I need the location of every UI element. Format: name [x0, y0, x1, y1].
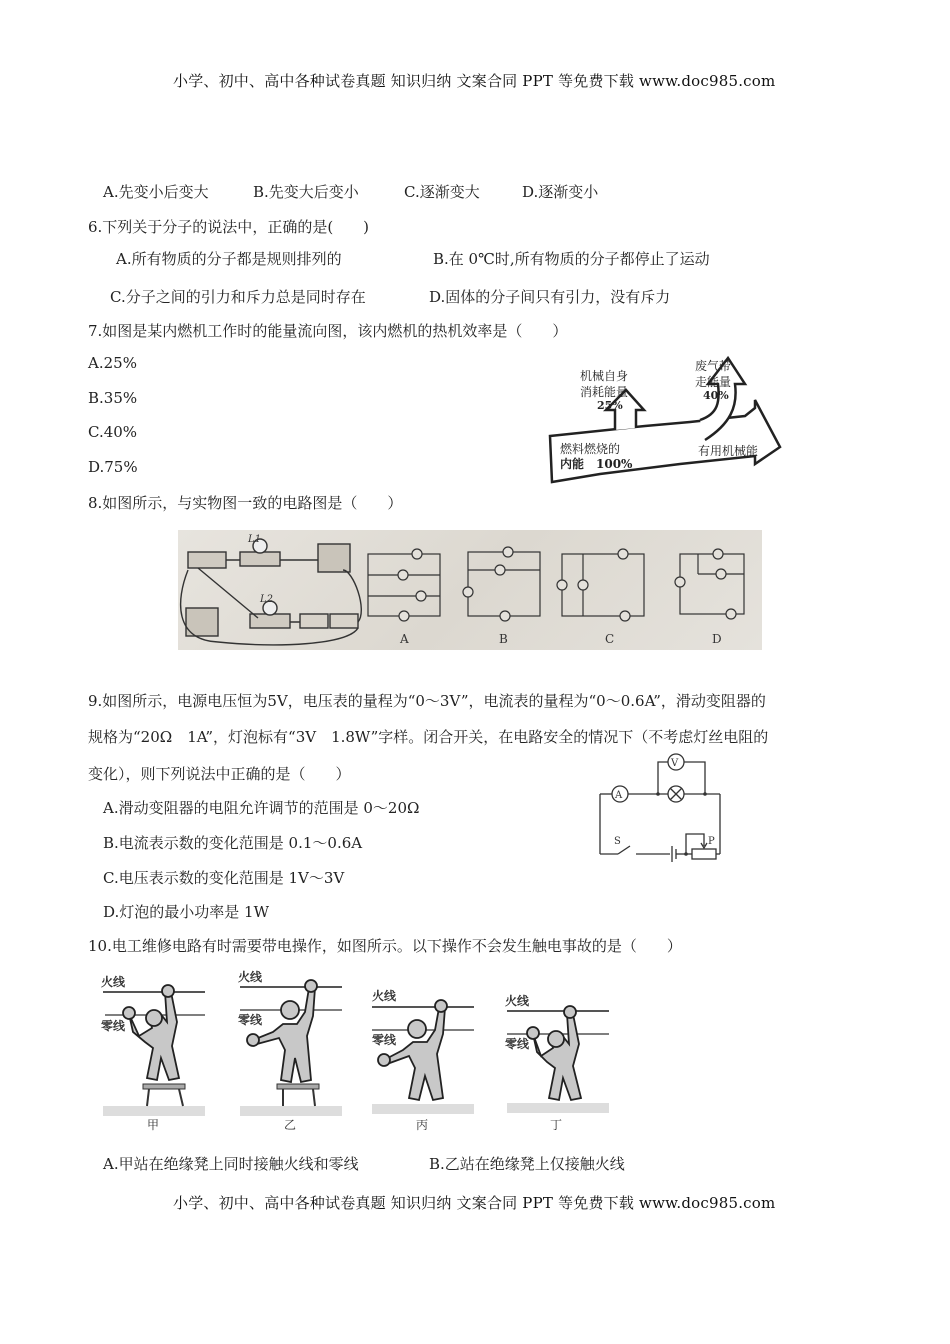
- q9-option-b: B.电流表示数的变化范围是 0.1～0.6A: [103, 834, 363, 852]
- q5-option-b: B.先变大后变小: [253, 183, 359, 201]
- q5-option-d: D.逐渐变小: [522, 183, 599, 201]
- q7-option-c: C.40%: [88, 423, 138, 441]
- output-label: 有用机械能: [698, 444, 759, 458]
- caption-bing: 丙: [416, 1118, 429, 1132]
- caption-yi: 乙: [284, 1118, 297, 1132]
- circuit-photo-figure: [178, 530, 762, 650]
- q9-option-a: A.滑动变阻器的电阻允许调节的范围是 0～20Ω: [103, 799, 420, 817]
- q9-stem-line3: 变化），则下列说法中正确的是（ ）: [88, 765, 351, 783]
- ding-neutral-label: 零线: [505, 1037, 530, 1051]
- page-header: 小学、初中、高中各种试卷真题 知识归纳 文案合同 PPT 等免费下载 www.doc985.com: [173, 72, 776, 90]
- caption-ding: 丁: [550, 1118, 563, 1132]
- q6-stem: 6.下列关于分子的说法中，正确的是( ): [88, 218, 370, 236]
- q7-option-b: B.35%: [88, 389, 138, 407]
- switch-label: S: [614, 836, 621, 847]
- q5-option-c: C.逐渐变大: [404, 183, 480, 201]
- loss2-value: 40%: [703, 389, 729, 402]
- slider-label: P: [708, 836, 715, 847]
- q8-stem: 8.如图所示，与实物图一致的电路图是（ ）: [88, 494, 403, 512]
- loss1-value: 25%: [597, 399, 623, 412]
- voltmeter-symbol-label: V: [671, 758, 679, 769]
- bing-neutral-label: 零线: [372, 1033, 397, 1047]
- caption-jia: 甲: [147, 1118, 160, 1132]
- circuit-a-label: A: [400, 632, 409, 646]
- q9-option-d: D.灯泡的最小功率是 1W: [103, 903, 269, 921]
- q9-stem-line1: 9.如图所示，电源电压恒为5V，电压表的量程为“0～3V”，电流表的量程为“0～0.6A”，滑动变阻器的: [88, 692, 766, 710]
- yi-neutral-label: 零线: [238, 1013, 263, 1027]
- q7-option-a: A.25%: [88, 354, 137, 372]
- input-label-line2: 内能 100%: [560, 457, 633, 471]
- circuit-b-label: B: [499, 632, 508, 646]
- ammeter-symbol-label: A: [615, 790, 623, 801]
- q10-option-b: B.乙站在绝缘凳上仅接触火线: [429, 1155, 625, 1173]
- q9-option-c: C.电压表示数的变化范围是 1V～3V: [103, 869, 345, 887]
- loss1-label-line2: 消耗能量: [580, 385, 629, 399]
- photo-lamp-l1-label: L1: [248, 534, 262, 545]
- page-footer: 小学、初中、高中各种试卷真题 知识归纳 文案合同 PPT 等免费下载 www.doc985.com: [173, 1194, 776, 1212]
- electrician-figure: [97, 966, 687, 1136]
- bing-live-label: 火线: [372, 989, 397, 1003]
- q6-option-a: A.所有物质的分子都是规则排列的: [116, 250, 342, 268]
- circuit-d-label: D: [712, 632, 722, 646]
- q9-stem-line2: 规格为“20Ω 1A”，灯泡标有“3V 1.8W”字样。闭合开关，在电路安全的情况下（不考虑灯丝电阻的: [88, 728, 769, 746]
- q6-option-d: D.固体的分子间只有引力，没有斥力: [429, 288, 671, 306]
- jia-live-label: 火线: [101, 975, 126, 989]
- energy-flow-diagram: [540, 352, 790, 490]
- ding-live-label: 火线: [505, 994, 530, 1008]
- q5-option-a: A.先变小后变大: [103, 183, 209, 201]
- q9-circuit-diagram: [590, 748, 735, 863]
- q6-option-b: B.在 0℃时,所有物质的分子都停止了运动: [433, 250, 710, 268]
- circuit-c-label: C: [605, 632, 615, 646]
- photo-lamp-l2-label: L2: [260, 594, 274, 605]
- input-label-line1: 燃料燃烧的: [560, 442, 621, 456]
- q10-stem: 10.电工维修电路有时需要带电操作，如图所示。以下操作不会发生触电事故的是（ ）: [88, 937, 682, 955]
- yi-live-label: 火线: [238, 970, 263, 984]
- q10-option-a: A.甲站在绝缘凳上同时接触火线和零线: [103, 1155, 359, 1173]
- loss2-label-line1: 废气带: [695, 359, 732, 373]
- q7-stem: 7.如图是某内燃机工作时的能量流向图，该内燃机的热机效率是（ ）: [88, 322, 568, 340]
- loss2-label-line2: 走能量: [695, 375, 732, 389]
- q7-option-d: D.75%: [88, 458, 138, 476]
- loss1-label-line1: 机械自身: [580, 369, 629, 383]
- q6-option-c: C.分子之间的引力和斥力总是同时存在: [110, 288, 366, 306]
- jia-neutral-label: 零线: [101, 1019, 126, 1033]
